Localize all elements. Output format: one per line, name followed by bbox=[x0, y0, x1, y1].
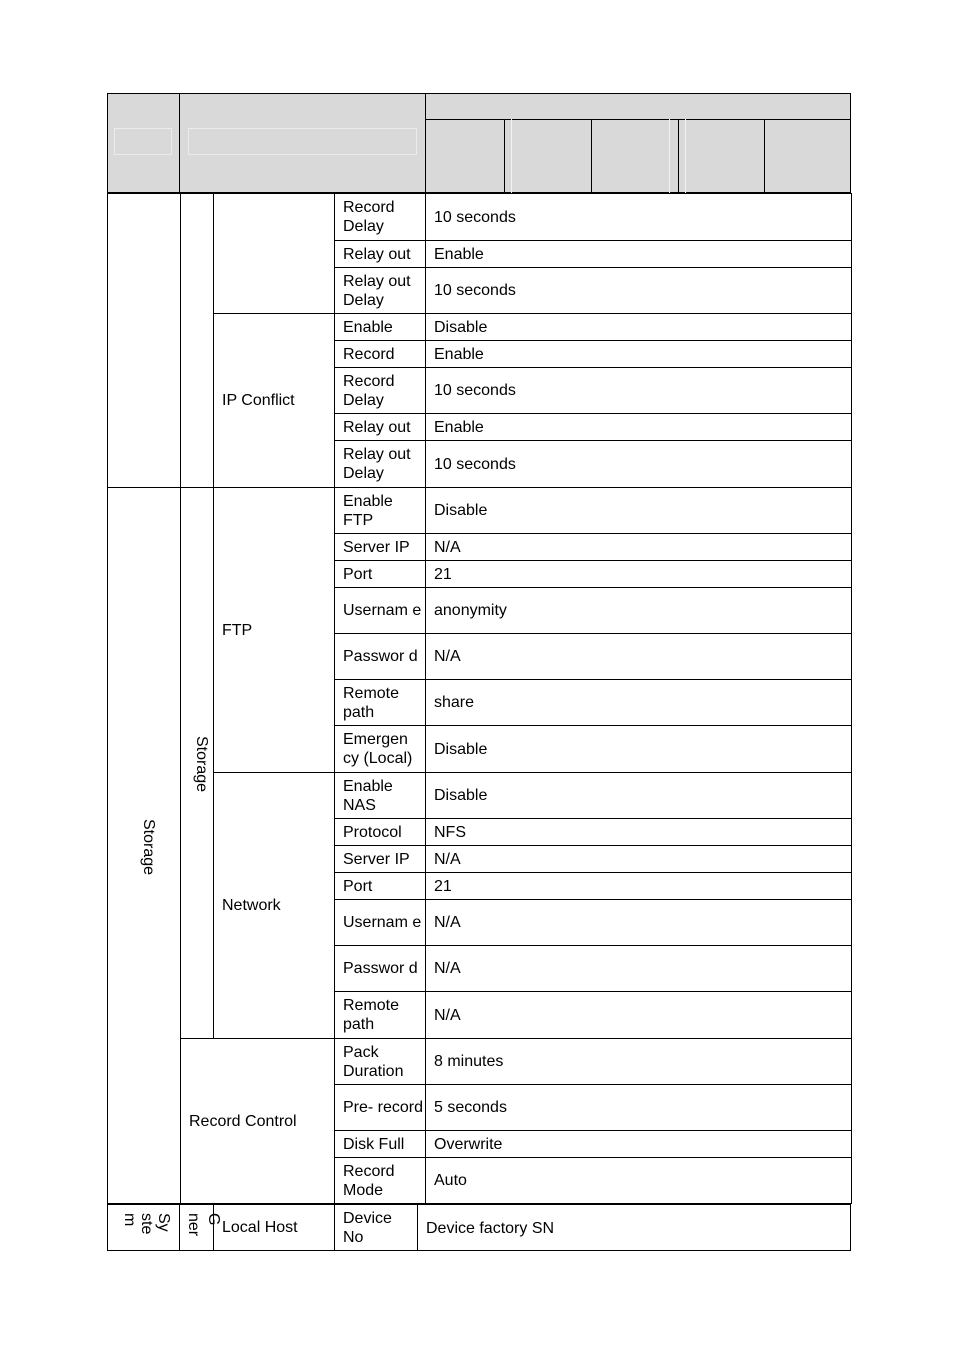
header-ghost-cell bbox=[114, 128, 172, 155]
item-relay-out-delay: Relay out Delay bbox=[335, 268, 426, 314]
value-disk-full: Overwrite bbox=[426, 1131, 852, 1158]
value-server-ip: N/A bbox=[426, 534, 852, 561]
value-relay-out-delay: 10 seconds bbox=[426, 441, 852, 488]
header-divider bbox=[591, 119, 592, 193]
item-remote-path: Remote path bbox=[335, 680, 426, 726]
category-system bbox=[107, 1204, 180, 1251]
subcategory-cell-empty bbox=[181, 194, 214, 488]
value-record-mode: Auto bbox=[426, 1158, 852, 1204]
group-record-control: Record Control bbox=[181, 1039, 335, 1204]
group-network: Network bbox=[214, 773, 335, 1039]
value-relay-out: Enable bbox=[426, 241, 852, 268]
value-pack-duration: 8 minutes bbox=[426, 1039, 852, 1085]
subcategory-storage bbox=[181, 488, 214, 1039]
item-password: Passwor d bbox=[335, 634, 426, 680]
header-divider bbox=[511, 119, 512, 193]
item-disk-full: Disk Full bbox=[335, 1131, 426, 1158]
value-port: 21 bbox=[426, 561, 852, 588]
value-enable-ftp: Disable bbox=[426, 488, 852, 534]
value-remote-path: N/A bbox=[426, 992, 852, 1039]
item-record: Record bbox=[335, 341, 426, 368]
category-storage-label: Storage bbox=[140, 818, 157, 876]
header-divider bbox=[425, 93, 426, 193]
item-protocol: Protocol bbox=[335, 819, 426, 846]
category-cell-empty bbox=[108, 194, 181, 488]
value-relay-out: Enable bbox=[426, 414, 852, 441]
item-record-delay: Record Delay bbox=[335, 368, 426, 414]
table-row bbox=[108, 488, 852, 534]
value-record: Enable bbox=[426, 341, 852, 368]
header-divider bbox=[764, 119, 765, 193]
value-server-ip: N/A bbox=[426, 846, 852, 873]
group-local-host-label: Local Host bbox=[222, 1219, 298, 1236]
value-device-no bbox=[417, 1204, 851, 1251]
value-emergency-local: Disable bbox=[426, 726, 852, 773]
header-divider bbox=[685, 119, 686, 193]
value-pre-record: 5 seconds bbox=[426, 1085, 852, 1131]
value-username: anonymity bbox=[426, 588, 852, 634]
value-enable: Disable bbox=[426, 314, 852, 341]
item-relay-out: Relay out bbox=[335, 414, 426, 441]
value-relay-out-delay: 10 seconds bbox=[426, 268, 852, 314]
value-device-no-label: Device factory SN bbox=[426, 1220, 555, 1237]
value-enable-nas: Disable bbox=[426, 773, 852, 819]
table-row bbox=[108, 314, 852, 341]
group-local-host bbox=[213, 1204, 335, 1251]
item-device-no bbox=[334, 1204, 418, 1251]
item-enable-ftp: Enable FTP bbox=[335, 488, 426, 534]
value-port: 21 bbox=[426, 873, 852, 900]
item-server-ip: Server IP bbox=[335, 846, 426, 873]
group-ftp: FTP bbox=[214, 488, 335, 773]
item-pack-duration: Pack Duration bbox=[335, 1039, 426, 1085]
value-protocol: NFS bbox=[426, 819, 852, 846]
table-row bbox=[108, 194, 852, 241]
header-divider bbox=[179, 93, 180, 193]
item-port: Port bbox=[335, 561, 426, 588]
value-record-delay: 10 seconds bbox=[426, 194, 852, 241]
value-record-delay: 10 seconds bbox=[426, 368, 852, 414]
category-storage bbox=[108, 488, 181, 1204]
value-username: N/A bbox=[426, 900, 852, 946]
item-device-no-label: Device No bbox=[343, 1210, 392, 1246]
default-settings-table bbox=[107, 193, 852, 1204]
category-system-label: Sy ste m bbox=[121, 1213, 172, 1239]
value-password: N/A bbox=[426, 946, 852, 992]
header-divider bbox=[504, 119, 505, 193]
item-enable: Enable bbox=[335, 314, 426, 341]
group-ip-conflict: IP Conflict bbox=[214, 314, 335, 488]
item-relay-out-delay: Relay out Delay bbox=[335, 441, 426, 488]
item-server-ip: Server IP bbox=[335, 534, 426, 561]
subcategory-general bbox=[179, 1204, 222, 1251]
item-enable-nas: Enable NAS bbox=[335, 773, 426, 819]
item-port: Port bbox=[335, 873, 426, 900]
header-ghost-cell bbox=[188, 128, 417, 155]
header-divider bbox=[425, 119, 851, 120]
item-pre-record: Pre- record bbox=[335, 1085, 426, 1131]
item-username: Usernam e bbox=[335, 900, 426, 946]
item-password: Passwor d bbox=[335, 946, 426, 992]
subcategory-general-label: ner bbox=[185, 1213, 202, 1237]
subcategory-storage-label: Storage bbox=[193, 736, 210, 793]
value-remote-path: share bbox=[426, 680, 852, 726]
item-relay-out: Relay out bbox=[335, 241, 426, 268]
item-emergency-local: Emergen cy (Local) bbox=[335, 726, 426, 773]
value-password: N/A bbox=[426, 634, 852, 680]
item-record-delay: Record Delay bbox=[335, 194, 426, 241]
header-divider bbox=[669, 119, 670, 193]
item-remote-path: Remote path bbox=[335, 992, 426, 1039]
header-divider bbox=[678, 119, 679, 193]
item-username: Usernam e bbox=[335, 588, 426, 634]
item-record-mode: Record Mode bbox=[335, 1158, 426, 1204]
subcategory-general-cut: G bbox=[205, 1213, 222, 1226]
table-row bbox=[108, 1039, 852, 1085]
group-cell-empty bbox=[214, 194, 335, 314]
table-row bbox=[108, 773, 852, 819]
